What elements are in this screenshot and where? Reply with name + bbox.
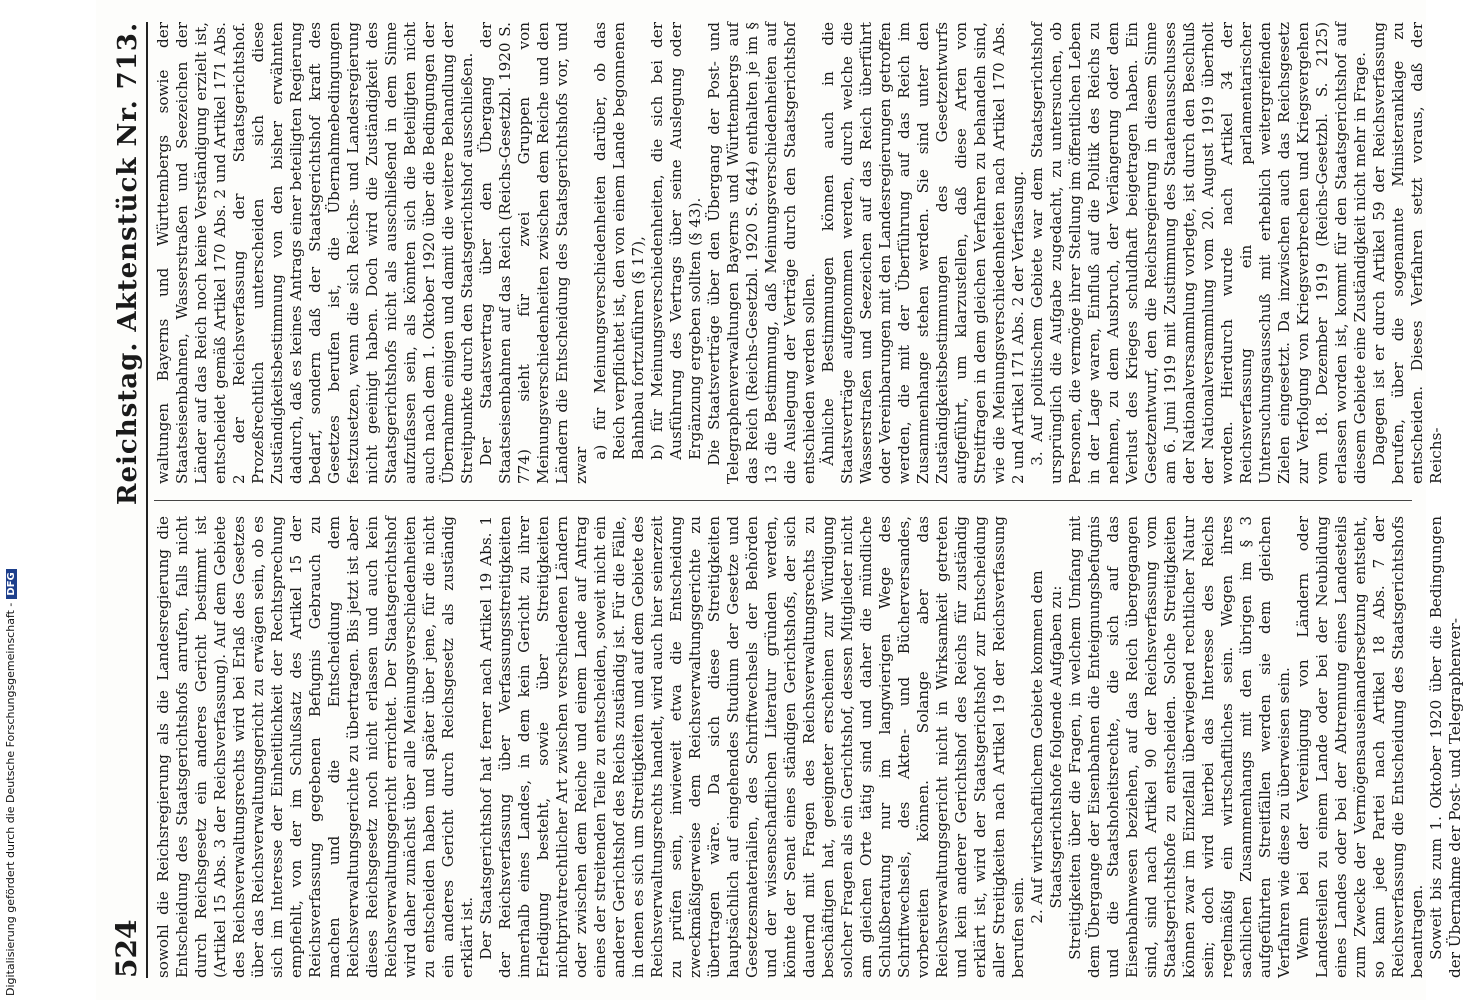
- document-page: [96, 0, 1464, 1000]
- paragraph: sowohl die Reichsregierung als die Landesregierung die Entscheidung des Staatsgerichtshofs anrufen, falls nicht durch Reichsgesetz ein anderes Gericht bestimmt ist (Artikel 15 Abs. 3 der Reichsverfassung). Auf dem Gebiete des Reichsverwaltungsrechts wird bei Erlaß des Gesetzes über das Reichsverwaltungsgericht zu erwägen sein, ob es sich im Interesse der Einheitlichkeit der Rechtsprechung empfiehlt, von der im Schlußsatz des Artikel 15 der Reichsverfassung gegebenen Befugnis Gebrauch zu machen und die Entscheidung dem Reichsverwaltungsgerichte zu übertragen. Bis jetzt ist aber dieses Reichsgesetz noch nicht erlassen und auch kein Reichsverwaltungsgericht errichtet. Der Staatsgerichtshof wird daher zunächst über alle Meinungsverschiedenheiten zu entscheiden haben und später über jene, für die nicht ein anderes Gericht durch Reichsgesetz als zuständig erklärt ist.: [154, 516, 476, 978]
- paragraph: Der Staatsgerichtshof hat ferner nach Artikel 19 Abs. 1 der Reichsverfassung über Verfassungsstreitigkeiten innerhalb eines Landes, in dem kein Gericht zu ihrer Erledigung besteht, sowie über Streitigkeiten nichtprivatrechtlicher Art zwischen verschiedenen Ländern oder zwischen dem Reiche und einem Lande auf Antrag eines der streitenden Teile zu entscheiden, soweit nicht ein anderer Gerichtshof des Reichs zuständig ist. Für die Fälle, in denen es sich um Streitigkeiten und auf dem Gebiete des Reichsverwaltungsrechts handelt, wird auch hier seinerzeit zu prüfen sein, inwieweit etwa die Entscheidung zweckmäßigerweise dem Reichsverwaltungsgerichte zu übertragen wäre. Da sich diese Streitigkeiten hauptsächlich auf eingehendes Studium der Gesetze und Gesetzesmaterialien, des Schriftwechsels der Behörden und der wissenschaftlichen Literatur gründen werden, könnte der Senat eines ständigen Gerichtshofs, der sich dauernd mit Fragen des Reichsverwaltungsrechts zu beschäftigen hat, geeigneter erscheinen zur Würdigung solcher Fragen als ein Gerichtshof, dessen Mitglieder nicht am gleichen Orte tätig sind und daher die mündliche Schlußberatung nur im langwierigen Wege des Schriftwechsels, des Akten- und Bücherversandes, vorbereiten können. Solange aber das Reichsverwaltungsgericht nicht in Wirksamkeit getreten und kein anderer Gerichtshof des Reichs für zuständig erklärt ist, wird der Staatsgerichtshof zur Entscheidung aller Streitigkeiten nach Artikel 19 der Reichsverfassung berufen sein.: [477, 516, 1027, 978]
- page-title: Reichstag. Aktenstück Nr. 713.: [113, 22, 143, 506]
- credit-text: Digitalisierung gefördert durch die Deutsche Forschungsgemeinschaft -: [4, 602, 17, 996]
- left-text-column: [154, 516, 1464, 978]
- digitization-credit: [0, 0, 24, 1000]
- list-item: a) für Meinungsverschiedenheiten darüber, ob das Reich verpflichtet ist, den von einem Lande begonnenen Bahnbau fortzuführen (§ 17),: [591, 22, 647, 460]
- paragraph: waltungen Bayerns und Württembergs sowie der Staatseisenbahnen, Wasserstraßen und Seezeichen der Länder auf das Reich noch keine Verständigung erzielt ist, entscheidet gemäß Artikel 170 Abs. 2 und Artikel 171 Abs. 2 der Reichsverfassung der Staatsgerichtshof. Prozeßrechtlich unterscheiden sich diese Zuständigkeitsbestimmung von den bisher erwähnten dadurch, daß es keines Antrags einer beteiligten Regierung bedarf, sondern daß der Staatsgerichtshof kraft des Gesetzes berufen ist, die Übernahmebedingungen festzusetzen, wenn die sich Reichs- und Landesregierung nicht geeinigt haben. Doch wird die Zuständigkeit des Staatsgerichtshofs nicht als ausschließend in dem Sinne aufzufassen sein, als könnten sich die Beteiligten nicht auch nach dem 1. Oktober 1920 über die Bedingungen der Übernahme einigen und damit die weitere Behandlung der Streitpunkte durch den Staatsgerichtshof ausschließen.: [154, 22, 476, 484]
- paragraph: Ähnliche Bestimmungen können auch in die Staatsverträge aufgenommen werden, durch welche die Wasserstraßen und Seezeichen auf das Reich überführt oder Vereinbarungen mit den Landesregierungen getroffen werden, die mit der Überführung auf das Reich im Zusammenhange stehen werden. Sie sind unter den Zuständigkeitsbestimmungen des Gesetzentwurfs aufgeführt, um klarzustellen, daß diese Arten von Streitfragen in dem gleichen Verfahren zu behandeln sind, wie die Meinungsverschiedenheiten nach Artikel 170 Abs. 2 und Artikel 171 Abs. 2 der Verfassung.: [819, 22, 1027, 484]
- paragraph: Der Staatsvertrag über den Übergang der Staatseisenbahnen auf das Reich (Reichs-Gesetzbl. 1920 S. 774) sieht für zwei Gruppen von Meinungsverschiedenheiten zwischen dem Reiche und den Ländern die Entscheidung des Staatsgerichtshofs vor, und zwar: [477, 22, 590, 484]
- page-number: 524: [110, 919, 143, 978]
- paragraph: Soweit bis zum 1. Oktober 1920 über die Bedingungen der Übernahme der Post- und Telegraphenver-: [1427, 516, 1464, 978]
- column-divider: [154, 500, 1412, 501]
- page-header: [110, 22, 148, 978]
- section-heading: 2. Auf wirtschaftlichem Gebiete kommen dem Staatsgerichtshofe folgende Aufgaben zu:: [1028, 570, 1065, 924]
- paragraph: 3. Auf politischem Gebiete war dem Staatsgerichtshof ursprünglich die Aufgabe zugedacht, zu untersuchen, ob Personen, die vermöge ihrer Stellung im öffentlichen Leben in der Lage waren, Einfluß auf die Politik des Reichs zu nehmen, zu dem Ausbruch, der Verlängerung oder dem Verlust des Krieges schuldhaft beigetragen haben. Ein Gesetzentwurf, den die Reichsregierung in diesem Sinne am 6. Juni 1919 mit Zustimmung des Staatenausschusses der Nationalversammlung vorlegte, ist durch den Beschluß der Nationalversammlung vom 20. August 1919 überholt worden. Hierdurch wurde nach Artikel 34 der Reichsverfassung ein parlamentarischer Untersuchungsausschuß mit erheblich weitergreifenden Zielen eingesetzt. Da inzwischen auch das Reichsgesetz zur Verfolgung von Kriegsverbrechen und Kriegsvergehen vom 18. Dezember 1919 (Reichs-Gesetzbl. S. 2125) erlassen worden ist, kommt für den Staatsgerichtshof auf diesem Gebiete eine Zuständigkeit nicht mehr in Frage.: [1028, 22, 1369, 484]
- right-text-column: [154, 22, 1445, 484]
- paragraph: Die Staatsverträge über den Übergang der Post- und Telegraphenverwaltungen Bayerns und Württembergs auf das Reich (Reichs-Gesetzbl. 1920 S. 644) enthalten je im § 13 die Bestimmung, daß Meinungsverschiedenheiten auf die Auslegung der Verträge durch den Staatsgerichtshof entschieden werden sollen.: [705, 22, 818, 484]
- paragraph: Dagegen ist er durch Artikel 59 der Reichsverfassung berufen, über die sogenannte Ministeranklage zu entscheiden. Dieses Verfahren setzt voraus, daß der Reichs-: [1370, 22, 1445, 484]
- list-item: b) für Meinungsverschiedenheiten, die sich bei der Ausführung des Vertrags über seine Auslegung oder Ergänzung ergeben sollten (§ 43).: [648, 22, 704, 460]
- paragraph: Streitigkeiten über die Fragen, in welchem Umfang mit dem Übergange der Eisenbahnen die Enteignungsbefugnis und die Staatshoheitsrechte, die sich auf das Eisenbahnwesen beziehen, auf das Reich übergegangen sind, sind nach Artikel 90 der Reichsverfassung vom Staatsgerichtshofe zu entscheiden. Solche Streitigkeiten können zwar im Einzelfall überwiegend rechtlicher Natur sein; doch wird hierbei das Interesse des Reichs regelmäßig ein wirtschaftliches sein. Wegen ihres sachlichen Zusammenhangs mit den übrigen im § 3 aufgeführten Streitfällen werden sie dem gleichen Verfahren wie diese zu überweisen sein.: [1066, 516, 1293, 978]
- paragraph: Wenn bei der Vereinigung von Ländern oder Landesteilen zu einem Lande oder bei der Neubildung eines Landes oder bei der Abtrennung eines Landesteils zum Zwecke der Vermögensauseinandersetzung entsteht, so kann jede Partei nach Artikel 18 Abs. 7 der Reichsverfassung die Entscheidung des Staatsgerichtshofs beantragen.: [1294, 516, 1426, 978]
- dfg-logo: DFG: [6, 569, 17, 598]
